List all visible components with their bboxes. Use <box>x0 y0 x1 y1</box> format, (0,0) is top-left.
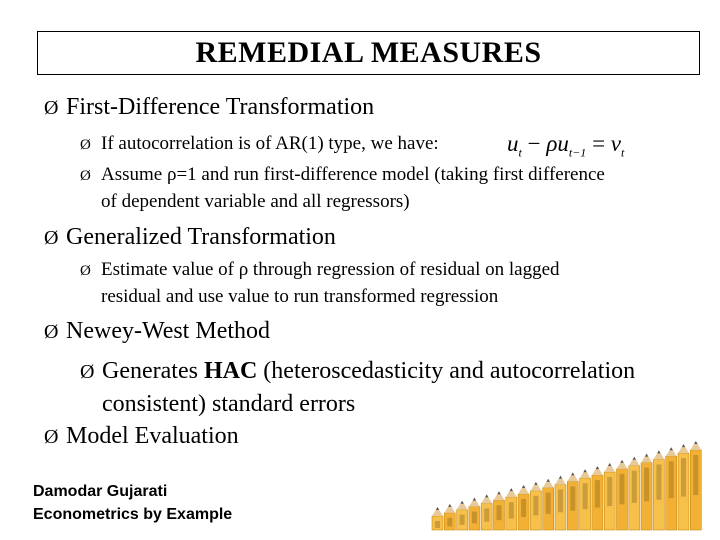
footer-author: Damodar Gujarati <box>33 483 168 500</box>
pencil-icon <box>592 466 603 530</box>
footer-credit <box>33 480 232 526</box>
heading-newey-west: Newey-West Method <box>66 318 271 344</box>
footer-book: Econometrics by Example <box>33 506 233 523</box>
hac-suffix: (heteroscedasticity and autocorrelation <box>257 358 636 384</box>
pencil-icon <box>678 444 689 530</box>
pencil-icon <box>444 504 455 530</box>
title-box <box>37 31 700 75</box>
pencil-icon <box>494 491 505 530</box>
estimate-rho-line2: residual and use value to run transformed regression <box>101 286 499 307</box>
sub-bullet-estimate-rho <box>80 257 560 310</box>
pencil-icon <box>543 479 554 530</box>
heading-first-difference: First-Difference Transformation <box>66 94 375 120</box>
arrow-bullet-icon: Ø <box>44 321 59 343</box>
estimate-rho-line1: Estimate value of ρ through regression of residual on lagged <box>101 259 560 280</box>
eq-sub-t: t <box>518 145 522 160</box>
eq-rho: ρ <box>546 131 558 156</box>
pencil-icon <box>617 460 628 530</box>
hac-bold: HAC <box>203 358 258 384</box>
sub-bullet-hac <box>80 355 635 420</box>
bullet-first-difference <box>44 94 374 121</box>
arrow-bullet-icon: Ø <box>80 168 91 184</box>
pencil-icon <box>690 441 701 530</box>
pencil-icon <box>432 507 443 530</box>
eq-u: u <box>507 131 519 156</box>
arrow-bullet-icon: Ø <box>80 361 95 383</box>
bullet-generalized <box>44 224 336 251</box>
assume-rho-line1: Assume ρ=1 and run first-difference model (taking first difference <box>101 164 605 185</box>
pencil-icon <box>604 463 615 530</box>
heading-generalized: Generalized Transformation <box>66 224 336 250</box>
assume-rho-line2: of dependent variable and all regressors) <box>101 191 410 212</box>
pencil-icon <box>469 498 480 530</box>
pencil-icon <box>580 469 591 530</box>
pencil-icon <box>666 447 677 530</box>
sub-bullet-assume-rho <box>80 162 605 215</box>
arrow-bullet-icon: Ø <box>80 263 91 279</box>
pencil-icon <box>641 454 652 530</box>
pencil-icon <box>506 488 517 530</box>
eq-equals: = <box>592 131 606 156</box>
pencil-icon <box>457 501 468 530</box>
arrow-bullet-icon: Ø <box>44 97 59 119</box>
pencils-decoration <box>430 437 702 532</box>
heading-model-evaluation: Model Evaluation <box>66 423 239 449</box>
eq-sub-t-1: t−1 <box>568 145 587 160</box>
eq-v: v <box>610 131 622 156</box>
pencil-icon <box>555 476 566 530</box>
pencil-icon <box>629 457 640 530</box>
arrow-bullet-icon: Ø <box>80 137 91 153</box>
arrow-bullet-icon: Ø <box>44 227 59 249</box>
eq-sub-t-v: t <box>621 145 625 160</box>
pencil-icon <box>530 482 541 530</box>
sub-bullet-ar1 <box>80 131 439 158</box>
ar1-text: If autocorrelation is of AR(1) type, we have: <box>101 133 439 154</box>
slide-title: REMEDIAL MEASURES <box>195 36 542 69</box>
pencil-icon <box>518 485 529 530</box>
hac-line2: consistent) standard errors <box>102 391 356 417</box>
pencil-icon <box>653 450 664 530</box>
eq-u-lag: u <box>557 131 569 156</box>
pencil-icon <box>567 472 578 530</box>
bullet-newey-west <box>44 318 270 345</box>
ar1-equation <box>507 131 624 161</box>
pencil-icon <box>481 494 492 530</box>
arrow-bullet-icon: Ø <box>44 426 59 448</box>
bullet-model-evaluation <box>44 423 239 450</box>
eq-minus: − <box>527 131 541 156</box>
hac-prefix: Generates <box>102 358 204 384</box>
